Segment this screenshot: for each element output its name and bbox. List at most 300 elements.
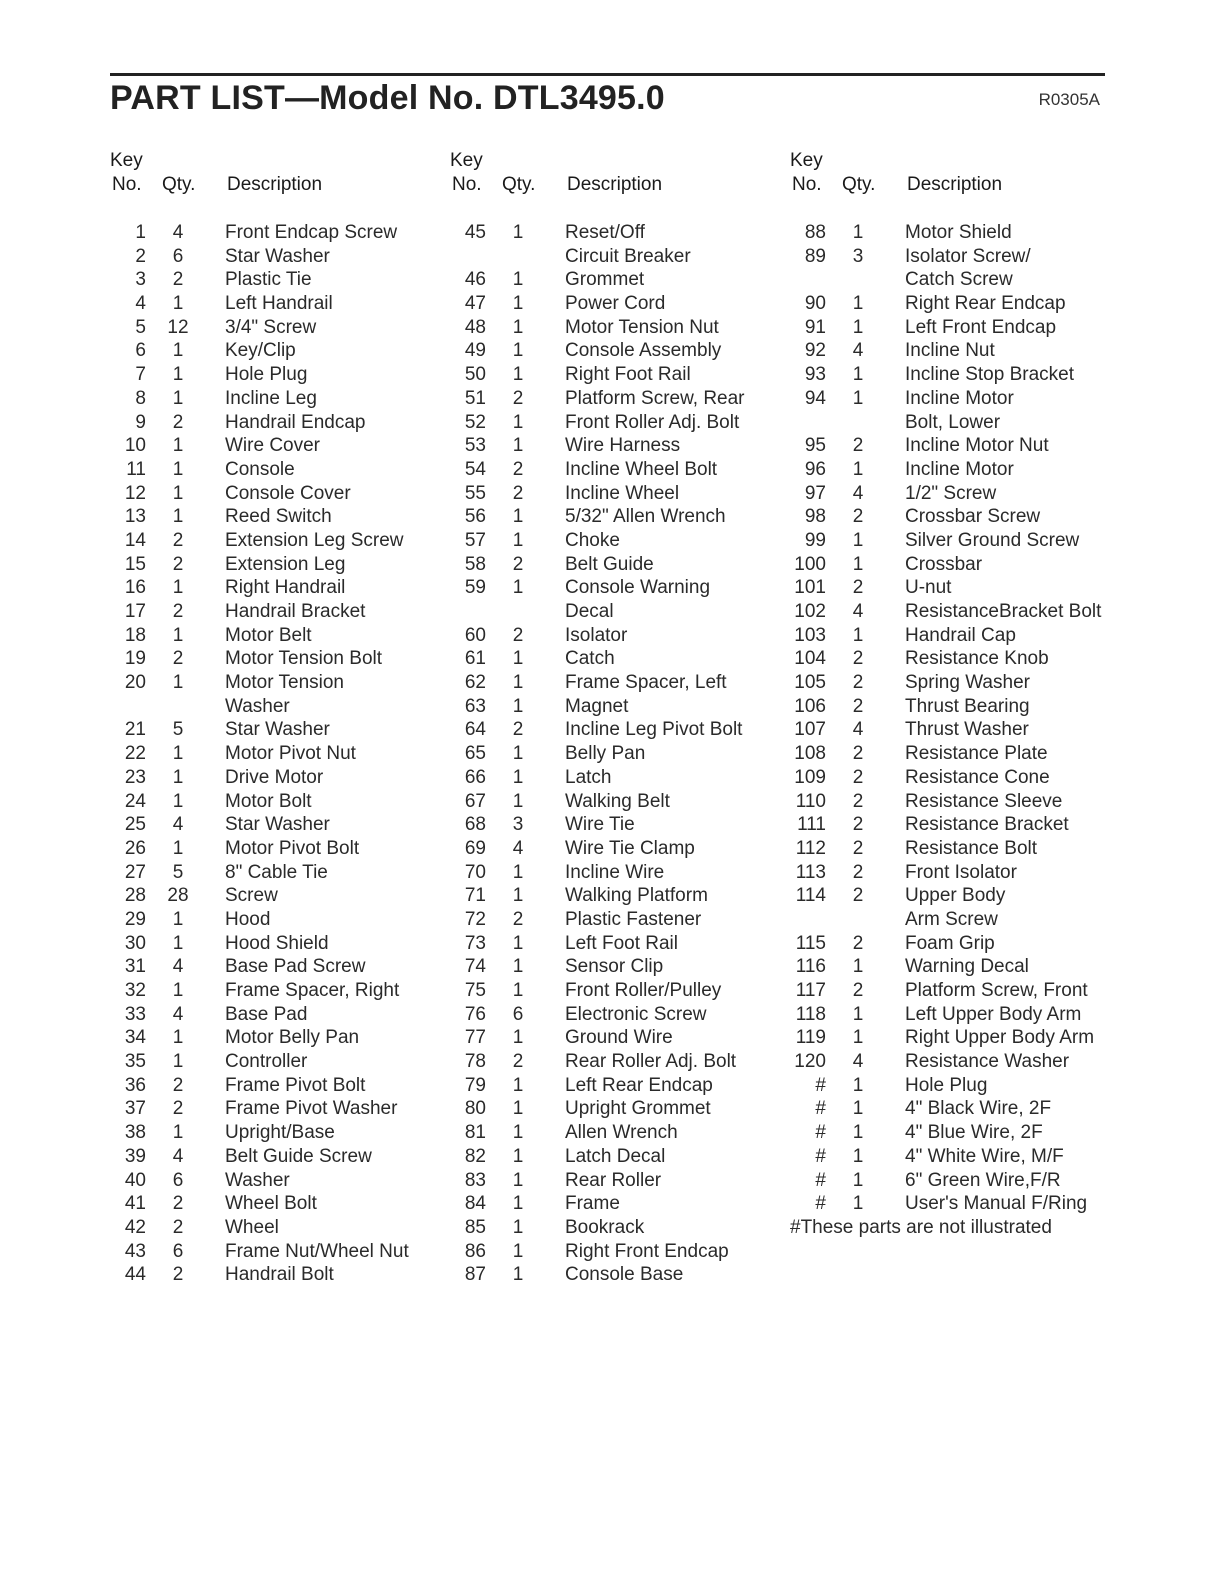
part-quantity: 1 bbox=[512, 1145, 524, 1167]
part-row bbox=[790, 718, 1120, 742]
part-quantity: 1 bbox=[852, 316, 864, 338]
part-description: Warning Decal bbox=[905, 956, 1029, 978]
part-row bbox=[790, 647, 1120, 671]
part-row bbox=[110, 1050, 440, 1074]
part-key-number: 6 bbox=[135, 340, 146, 362]
part-description: Isolator bbox=[565, 624, 628, 646]
part-description: Hood bbox=[225, 908, 271, 930]
part-row bbox=[790, 671, 1120, 695]
part-description: 3/4" Screw bbox=[225, 316, 317, 338]
part-quantity: 1 bbox=[512, 316, 524, 338]
part-row bbox=[450, 624, 780, 648]
part-description: Thrust Washer bbox=[905, 719, 1029, 741]
part-quantity: 2 bbox=[172, 1193, 184, 1215]
part-description: Grommet bbox=[565, 269, 645, 291]
part-description: Ground Wire bbox=[565, 1027, 673, 1049]
part-row bbox=[450, 1121, 780, 1145]
part-description: Left Rear Endcap bbox=[565, 1074, 713, 1096]
part-quantity: 1 bbox=[852, 956, 864, 978]
part-description: Rear Roller bbox=[565, 1169, 662, 1191]
part-description: 1/2" Screw bbox=[905, 482, 997, 504]
part-key-number: 115 bbox=[795, 932, 826, 954]
part-row bbox=[790, 1097, 1120, 1121]
part-quantity: 4 bbox=[172, 1003, 184, 1025]
part-key-number: 67 bbox=[464, 790, 486, 812]
part-quantity: 1 bbox=[512, 956, 524, 978]
part-description: Walking Platform bbox=[565, 885, 708, 907]
part-quantity: 1 bbox=[172, 458, 184, 480]
part-description: Incline Leg Pivot Bolt bbox=[565, 719, 743, 741]
part-description: Isolator Screw/ bbox=[905, 245, 1031, 267]
part-key-number: 48 bbox=[464, 316, 486, 338]
part-quantity: 1 bbox=[172, 364, 184, 386]
part-row bbox=[110, 884, 440, 908]
part-row bbox=[790, 529, 1120, 553]
part-key-number: 14 bbox=[124, 529, 146, 551]
part-quantity: 1 bbox=[512, 743, 524, 765]
part-row bbox=[790, 458, 1120, 482]
part-quantity: 1 bbox=[852, 1193, 864, 1215]
part-key-number: 17 bbox=[124, 601, 146, 622]
part-description: Front Isolator bbox=[905, 861, 1017, 883]
part-key-number: 2 bbox=[135, 245, 146, 267]
parts-rows bbox=[790, 221, 1120, 1216]
part-key-number: 16 bbox=[124, 577, 146, 599]
part-description: Controller bbox=[225, 1051, 308, 1073]
part-key-number: 49 bbox=[464, 340, 486, 362]
part-description: Wheel Bolt bbox=[225, 1193, 317, 1215]
part-description: Frame Spacer, Left bbox=[565, 672, 727, 694]
part-row bbox=[450, 1074, 780, 1098]
part-key-number: 4 bbox=[135, 293, 146, 315]
part-quantity: 6 bbox=[512, 1003, 524, 1025]
part-description: Decal bbox=[565, 601, 614, 622]
part-key-number: 74 bbox=[464, 956, 486, 978]
part-key-number: 26 bbox=[124, 837, 146, 859]
part-row bbox=[790, 505, 1120, 529]
part-quantity: 2 bbox=[852, 577, 864, 599]
part-quantity: 1 bbox=[512, 1240, 524, 1262]
part-description: Resistance Knob bbox=[905, 648, 1049, 670]
part-quantity: 1 bbox=[512, 980, 524, 1001]
part-description: Handrail Cap bbox=[905, 624, 1016, 646]
part-quantity: 1 bbox=[512, 1264, 524, 1286]
part-key-number: 95 bbox=[804, 435, 826, 457]
part-row bbox=[450, 1145, 780, 1169]
part-quantity: 1 bbox=[852, 529, 864, 551]
part-key-number: 79 bbox=[464, 1074, 486, 1096]
column-header bbox=[450, 148, 780, 200]
part-key-number: 111 bbox=[797, 814, 826, 836]
part-row bbox=[790, 766, 1120, 790]
part-key-number: 68 bbox=[464, 814, 486, 836]
part-quantity: 1 bbox=[512, 435, 524, 457]
part-key-number: 59 bbox=[464, 577, 486, 599]
part-description: Crossbar Screw bbox=[905, 506, 1041, 528]
part-key-number: 90 bbox=[804, 293, 826, 315]
part-row bbox=[110, 1026, 440, 1050]
part-row bbox=[110, 529, 440, 553]
part-row bbox=[450, 1050, 780, 1074]
part-key-number: 13 bbox=[124, 506, 146, 528]
part-row bbox=[110, 790, 440, 814]
key-header: Key bbox=[450, 150, 483, 171]
part-row bbox=[450, 505, 780, 529]
part-quantity: 1 bbox=[172, 1122, 184, 1144]
part-quantity: 1 bbox=[512, 648, 524, 670]
part-row bbox=[790, 221, 1120, 245]
part-row bbox=[790, 790, 1120, 814]
part-description: Right Rear Endcap bbox=[905, 293, 1066, 315]
part-description: 4" Black Wire, 2F bbox=[905, 1098, 1052, 1120]
part-description: Motor Shield bbox=[905, 222, 1012, 243]
part-description: Frame bbox=[565, 1193, 620, 1215]
part-row bbox=[790, 695, 1120, 719]
part-key-number: 29 bbox=[124, 908, 146, 930]
part-row bbox=[790, 482, 1120, 506]
part-key-number: 76 bbox=[464, 1003, 486, 1025]
part-row bbox=[110, 1169, 440, 1193]
part-key-number: 103 bbox=[794, 624, 826, 646]
part-row bbox=[450, 790, 780, 814]
part-description: U-nut bbox=[905, 577, 952, 599]
part-quantity: 1 bbox=[172, 577, 184, 599]
part-row bbox=[110, 861, 440, 885]
part-description: Hood Shield bbox=[225, 932, 329, 954]
part-row bbox=[450, 1192, 780, 1216]
part-row bbox=[450, 576, 780, 600]
part-quantity: 2 bbox=[172, 1074, 184, 1096]
part-row bbox=[450, 411, 780, 435]
part-key-number: # bbox=[815, 1098, 826, 1120]
part-description: Latch bbox=[565, 766, 612, 788]
part-description: Frame Spacer, Right bbox=[225, 980, 400, 1001]
part-description: Left Upper Body Arm bbox=[905, 1003, 1082, 1025]
part-row bbox=[450, 695, 780, 719]
part-description: Hole Plug bbox=[905, 1074, 988, 1096]
part-description: Motor Pivot Nut bbox=[225, 743, 356, 765]
part-row bbox=[110, 955, 440, 979]
part-row bbox=[450, 458, 780, 482]
part-description: Front Roller Adj. Bolt bbox=[565, 411, 740, 433]
part-quantity: 1 bbox=[172, 672, 184, 694]
part-row bbox=[450, 813, 780, 837]
part-quantity: 6 bbox=[172, 245, 184, 267]
parts-column-1 bbox=[110, 148, 440, 1287]
part-key-number: 15 bbox=[124, 553, 146, 575]
part-key-number: 33 bbox=[124, 1003, 146, 1025]
part-quantity: 1 bbox=[172, 932, 184, 954]
part-key-number: 21 bbox=[124, 719, 146, 741]
part-row bbox=[790, 624, 1120, 648]
part-key-number: 92 bbox=[804, 340, 826, 362]
part-key-number: 80 bbox=[464, 1098, 486, 1120]
part-key-number: 38 bbox=[124, 1122, 146, 1144]
part-key-number: 18 bbox=[124, 624, 146, 646]
part-row bbox=[790, 387, 1120, 411]
part-row bbox=[790, 1192, 1120, 1216]
part-row bbox=[110, 1192, 440, 1216]
part-description: Frame Pivot Bolt bbox=[225, 1074, 366, 1096]
part-row bbox=[450, 837, 780, 861]
part-description: Sensor Clip bbox=[565, 956, 664, 978]
part-description: Bookrack bbox=[565, 1216, 645, 1238]
part-key-number: 31 bbox=[124, 956, 146, 978]
part-quantity: 1 bbox=[512, 1193, 524, 1215]
part-quantity: 2 bbox=[172, 601, 184, 622]
part-description: Right Handrail bbox=[225, 577, 346, 599]
part-quantity: 1 bbox=[172, 790, 184, 812]
part-description: Front Endcap Screw bbox=[225, 222, 398, 243]
part-key-number: 35 bbox=[124, 1051, 146, 1073]
part-key-number: 60 bbox=[464, 624, 486, 646]
part-description: Incline Stop Bracket bbox=[905, 364, 1074, 386]
part-quantity: 1 bbox=[172, 837, 184, 859]
part-description: Incline Motor bbox=[905, 387, 1014, 409]
part-description: Incline Wire bbox=[565, 861, 665, 883]
part-key-number: 101 bbox=[794, 577, 826, 599]
part-row bbox=[110, 482, 440, 506]
part-description: Silver Ground Screw bbox=[905, 529, 1080, 551]
part-key-number: 12 bbox=[124, 482, 146, 504]
part-row bbox=[450, 932, 780, 956]
part-key-number: 70 bbox=[464, 861, 486, 883]
part-key-number: 34 bbox=[124, 1027, 146, 1049]
part-description: Left Front Endcap bbox=[905, 316, 1057, 338]
part-quantity: 4 bbox=[172, 222, 184, 243]
part-key-number: 113 bbox=[795, 861, 826, 883]
part-quantity: 1 bbox=[852, 553, 864, 575]
part-quantity: 1 bbox=[852, 1003, 864, 1025]
part-key-number: 10 bbox=[124, 435, 146, 457]
description-header: Description bbox=[907, 174, 1003, 195]
part-description: Foam Grip bbox=[905, 932, 995, 954]
part-quantity: 2 bbox=[172, 269, 184, 291]
part-description: Star Washer bbox=[225, 814, 330, 836]
part-key-number: 5 bbox=[135, 316, 146, 338]
part-description: Console Base bbox=[565, 1264, 684, 1286]
part-quantity: 4 bbox=[512, 837, 524, 859]
part-key-number: 71 bbox=[464, 885, 486, 907]
part-quantity: 2 bbox=[852, 861, 864, 883]
part-quantity: 1 bbox=[852, 293, 864, 315]
part-quantity: 1 bbox=[852, 387, 864, 409]
part-description: Upper Body bbox=[905, 885, 1006, 907]
part-description: 5/32" Allen Wrench bbox=[565, 506, 726, 528]
part-quantity: 1 bbox=[852, 458, 864, 480]
part-key-number: 100 bbox=[794, 553, 826, 575]
part-description: Motor Belly Pan bbox=[225, 1027, 360, 1049]
part-key-number: 66 bbox=[464, 766, 486, 788]
part-quantity: 1 bbox=[852, 1145, 864, 1167]
part-quantity: 1 bbox=[172, 435, 184, 457]
part-key-number: 58 bbox=[464, 553, 486, 575]
part-key-number: # bbox=[815, 1169, 826, 1191]
part-row bbox=[450, 339, 780, 363]
part-description: Key/Clip bbox=[225, 340, 296, 362]
part-quantity: 1 bbox=[512, 695, 524, 717]
part-row bbox=[110, 576, 440, 600]
part-quantity: 1 bbox=[512, 1216, 524, 1238]
part-row bbox=[110, 292, 440, 316]
part-description: 4" Blue Wire, 2F bbox=[905, 1122, 1043, 1144]
part-description: Allen Wrench bbox=[565, 1122, 678, 1144]
part-quantity: 2 bbox=[172, 1264, 184, 1286]
part-quantity: 1 bbox=[512, 861, 524, 883]
part-row bbox=[790, 932, 1120, 956]
part-quantity: 1 bbox=[852, 364, 864, 386]
part-key-number: 104 bbox=[794, 648, 826, 670]
part-description: Left Foot Rail bbox=[565, 932, 678, 954]
part-quantity: 2 bbox=[172, 529, 184, 551]
part-quantity: 3 bbox=[512, 814, 524, 836]
part-description: Power Cord bbox=[565, 293, 666, 315]
part-key-number: 98 bbox=[804, 506, 826, 528]
part-key-number: 3 bbox=[135, 269, 146, 291]
part-description: Wire Harness bbox=[565, 435, 681, 457]
document-code: R0305A bbox=[1038, 90, 1100, 109]
part-description: Motor Pivot Bolt bbox=[225, 837, 360, 859]
part-key-number: 8 bbox=[135, 387, 146, 409]
part-description: Console Cover bbox=[225, 482, 351, 504]
part-quantity: 1 bbox=[172, 340, 184, 362]
part-key-number: 61 bbox=[464, 648, 486, 670]
part-quantity: 1 bbox=[172, 506, 184, 528]
part-row bbox=[790, 1003, 1120, 1027]
part-quantity: 4 bbox=[852, 482, 864, 504]
part-description: Catch Screw bbox=[905, 269, 1013, 291]
part-row bbox=[110, 979, 440, 1003]
no-header: No. bbox=[112, 174, 142, 195]
part-row bbox=[110, 434, 440, 458]
part-row bbox=[110, 624, 440, 648]
part-row bbox=[450, 884, 780, 908]
part-key-number: 81 bbox=[464, 1122, 486, 1144]
part-row bbox=[450, 1097, 780, 1121]
part-key-number: # bbox=[815, 1074, 826, 1096]
part-row bbox=[110, 600, 440, 624]
parts-column-3 bbox=[790, 148, 1120, 1240]
part-quantity: 2 bbox=[852, 435, 864, 457]
column-header bbox=[790, 148, 1120, 200]
part-row bbox=[450, 766, 780, 790]
part-row bbox=[790, 955, 1120, 979]
footnote: #These parts are not illustrated bbox=[790, 1216, 1052, 1238]
part-key-number: 55 bbox=[464, 482, 486, 504]
part-quantity: 1 bbox=[512, 1074, 524, 1096]
part-quantity: 1 bbox=[852, 1098, 864, 1120]
part-description: Motor Bolt bbox=[225, 790, 312, 812]
part-row bbox=[790, 813, 1120, 837]
part-key-number: 22 bbox=[124, 743, 146, 765]
part-description: Incline Wheel bbox=[565, 482, 680, 504]
part-key-number: 20 bbox=[124, 672, 146, 694]
part-description: Reed Switch bbox=[225, 506, 332, 528]
part-description: Belt Guide bbox=[565, 553, 654, 575]
part-description: Frame Pivot Washer bbox=[225, 1098, 398, 1120]
part-key-number: 47 bbox=[464, 293, 486, 315]
part-row bbox=[450, 955, 780, 979]
part-key-number: 24 bbox=[124, 790, 146, 812]
part-row bbox=[790, 411, 1120, 435]
part-description: Base Pad bbox=[225, 1003, 308, 1025]
part-key-number: 108 bbox=[794, 743, 826, 765]
part-row bbox=[110, 932, 440, 956]
part-description: Belt Guide Screw bbox=[225, 1145, 372, 1167]
no-header: No. bbox=[792, 174, 822, 195]
part-row bbox=[790, 837, 1120, 861]
part-row bbox=[450, 268, 780, 292]
part-description: Base Pad Screw bbox=[225, 956, 366, 978]
part-description: Right Upper Body Arm bbox=[905, 1027, 1095, 1049]
part-description: Upright Grommet bbox=[565, 1098, 711, 1120]
parts-rows bbox=[450, 221, 780, 1287]
part-description: Resistance Washer bbox=[905, 1051, 1070, 1073]
part-row bbox=[790, 245, 1120, 269]
part-description: Motor Belt bbox=[225, 624, 312, 646]
part-row bbox=[110, 363, 440, 387]
part-row bbox=[450, 316, 780, 340]
part-quantity: 2 bbox=[852, 814, 864, 836]
part-description: Front Roller/Pulley bbox=[565, 980, 722, 1001]
part-row bbox=[450, 387, 780, 411]
part-row bbox=[450, 292, 780, 316]
part-row bbox=[110, 837, 440, 861]
part-row bbox=[450, 600, 780, 624]
part-quantity: 2 bbox=[852, 980, 864, 1001]
part-key-number: 75 bbox=[464, 980, 486, 1001]
part-key-number: 91 bbox=[804, 316, 826, 338]
part-quantity: 3 bbox=[852, 245, 864, 267]
part-description: Platform Screw, Rear bbox=[565, 387, 745, 409]
part-description: Plastic Tie bbox=[225, 269, 312, 291]
part-quantity: 2 bbox=[852, 932, 864, 954]
part-key-number: 43 bbox=[124, 1240, 146, 1262]
part-quantity: 2 bbox=[172, 1216, 184, 1238]
part-description: Wire Tie Clamp bbox=[565, 837, 695, 859]
part-description: Console Assembly bbox=[565, 340, 722, 362]
key-header: Key bbox=[790, 150, 823, 171]
part-key-number: # bbox=[815, 1193, 826, 1215]
part-row bbox=[110, 671, 440, 695]
part-description: Resistance Bolt bbox=[905, 837, 1038, 859]
part-row bbox=[790, 553, 1120, 577]
part-description: Handrail Endcap bbox=[225, 411, 366, 433]
part-row bbox=[110, 339, 440, 363]
part-quantity: 1 bbox=[512, 293, 524, 315]
part-description: Incline Motor bbox=[905, 458, 1014, 480]
part-key-number: 7 bbox=[135, 364, 146, 386]
part-row bbox=[790, 576, 1120, 600]
part-description: Circuit Breaker bbox=[565, 245, 691, 267]
part-description: Reset/Off bbox=[565, 222, 645, 243]
part-key-number: 53 bbox=[464, 435, 486, 457]
part-key-number: 82 bbox=[464, 1145, 486, 1167]
part-key-number: 73 bbox=[464, 932, 486, 954]
part-description: Choke bbox=[565, 529, 620, 551]
part-key-number: 112 bbox=[795, 837, 826, 859]
part-row bbox=[110, 221, 440, 245]
part-key-number: 117 bbox=[795, 980, 826, 1001]
part-key-number: 40 bbox=[124, 1169, 146, 1191]
part-key-number: 119 bbox=[795, 1027, 826, 1049]
part-key-number: 78 bbox=[464, 1051, 486, 1073]
part-row bbox=[450, 1216, 780, 1240]
part-quantity: 2 bbox=[852, 790, 864, 812]
part-quantity: 6 bbox=[172, 1240, 184, 1262]
part-key-number: 88 bbox=[804, 222, 826, 243]
part-quantity: 2 bbox=[512, 482, 524, 504]
